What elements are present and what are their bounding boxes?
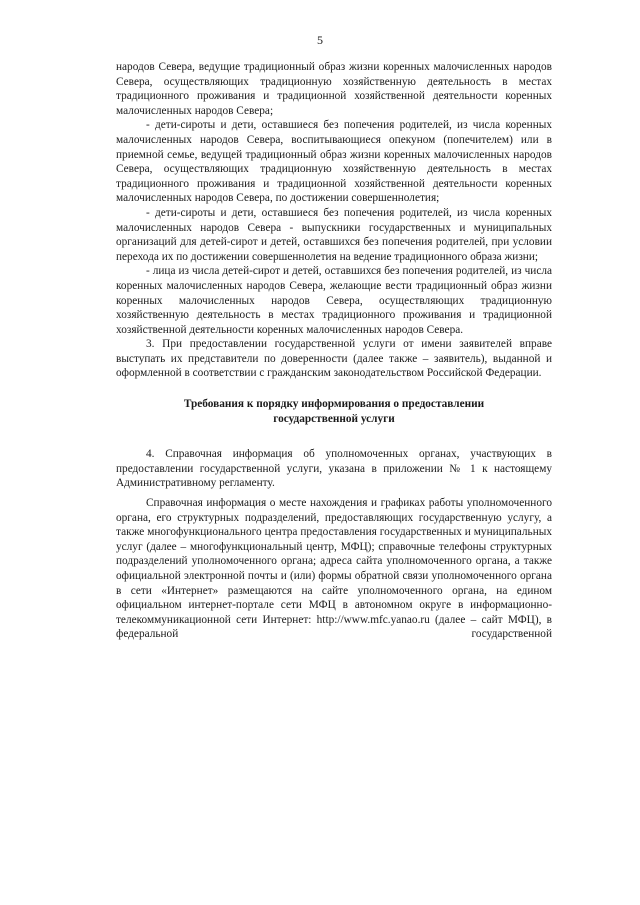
list-item-orphans-foster: - дети-сироты и дети, оставшиеся без попечения родителей, из числа коренных малочисленных народов Севера, воспитывающиеся опекуном (попечителем) или в приемной семье, ведущей традиционный образ жизни коренных малочисленных народов Севера, осуществляющих традиционную хозяйственную деятельность в местах традиционного проживания и традиционной хозяйственной деятельности коренных малочисленных народов Севера, по достижении совершеннолетия; bbox=[116, 119, 552, 205]
page-number: 5 bbox=[317, 33, 323, 47]
paragraph-location-info: Справочная информация о месте нахождения и графиках работы уполномоченного органа, его структурных подразделений, предоставляющих государственную услугу, а также многофункционального центра предоставления государственных и муниципальных услуг (далее – многофункциональный центр, МФЦ); справочные телефоны структурных подразделений уполномоченного органа; адреса сайта уполномоченного органа, а также официальной электронной почты и (или) формы обратной связи уполномоченного органа в сети «Интернет» размещаются на сайте уполномоченного органа, на едином официальном интернет-портале сети МФЦ в автономном округе в информационно-телекоммуникационной сети Интернет: http://www.mfc.yanao.ru (далее – сайт МФЦ), в федеральной государственной bbox=[116, 497, 552, 641]
paragraph-continuation: народов Севера, ведущие традиционный образ жизни коренных малочисленных народов Севера, осуществляющих традиционную хозяйственную деятельность в местах традиционного проживания и традиционной хозяйственной деятельности коренных малочисленных народов Севера; bbox=[116, 61, 552, 117]
section-heading-line-1: Требования к порядку информирования о предоставлении bbox=[183, 398, 485, 411]
section-heading bbox=[116, 397, 552, 426]
document-body bbox=[116, 60, 552, 642]
list-item-persons-from-orphans: - лица из числа детей-сирот и детей, оставшихся без попечения родителей, из числа коренных малочисленных народов Севера, желающие вести традиционный образ жизни коренных малочисленных народов Севера, осуществляющих традиционную хозяйственную деятельность в местах традиционного проживания и традиционной хозяйственной деятельности коренных малочисленных народов Севера. bbox=[116, 265, 552, 336]
section-heading-line-2: государственной услуги bbox=[273, 412, 395, 425]
list-item-orphans-graduates: - дети-сироты и дети, оставшиеся без попечения родителей, из числа коренных малочисленных народов Севера - выпускники государственных и муниципальных организаций для детей-сирот и детей, оставшихся без попечения родителей, при условии перехода их по достижении совершеннолетия на ведение традиционного образа жизни; bbox=[116, 206, 552, 263]
paragraph-representatives: 3. При предоставлении государственной услуги от имени заявителей вправе выступать их представители по доверенности (далее также – заявитель), выданной и оформленной в соответствии с гражданским законодательством Российской Федерации. bbox=[116, 338, 552, 380]
paragraph-reference-info: 4. Справочная информация об уполномоченных органах, участвующих в предоставлении государственной услуги, указана в приложении № 1 к настоящему Административному регламенту. bbox=[116, 448, 552, 490]
